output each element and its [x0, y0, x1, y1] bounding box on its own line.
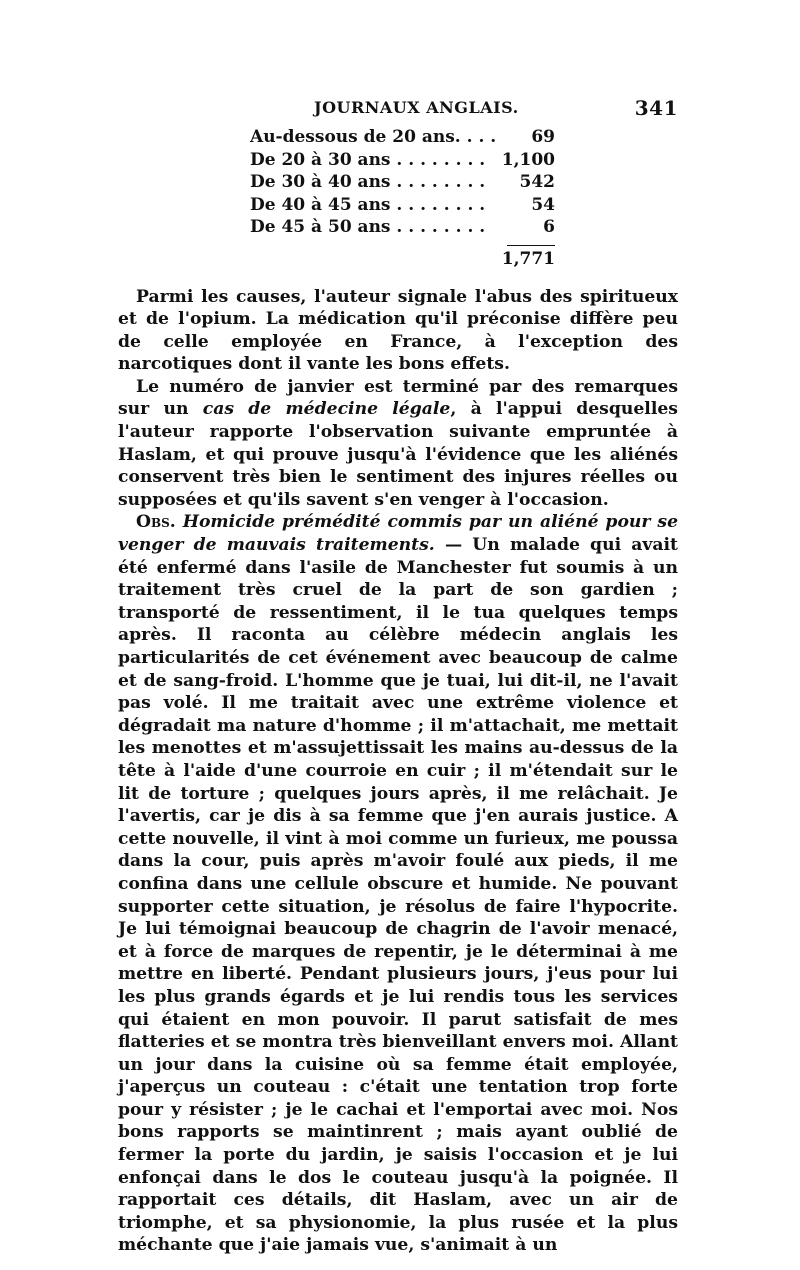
age-distribution-table: [250, 126, 555, 272]
running-title: JOURNAUX ANGLAIS.: [314, 98, 519, 117]
age-range-label: Au-dessous de 20 ans. . . .: [250, 127, 497, 147]
age-range-label: De 40 à 45 ans . . . . . . . .: [250, 194, 486, 215]
age-count: 69: [531, 127, 555, 147]
table-row: [250, 171, 555, 194]
table-row: [250, 194, 555, 217]
paragraph-causes: Parmi les causes, l'auteur signale l'abus des spiritueux et de l'opium. La médication qu'il préconise diffère peu de celle employée en France, à l'exception des narcotiques dont il vante les bons effets.: [118, 286, 678, 375]
age-range-label: De 20 à 30 ans . . . . . . . .: [250, 149, 486, 170]
table-row: [250, 149, 555, 172]
book-page: [118, 92, 678, 1257]
age-count: 542: [519, 172, 555, 192]
table-row: [250, 126, 555, 149]
paragraph-text: , à l'appui desquelles l'auteur rapporte l'observation suivante empruntée à Haslam, et qui prouve jusqu'à l'évidence que les aliénés conservent très bien le sentiment des injures réelles ou supposées et qu'ils savent s'en venger à l'occasion.: [118, 399, 678, 510]
age-range-label: De 30 à 40 ans . . . . . . . .: [250, 172, 486, 192]
page-number: 341: [634, 96, 678, 120]
body-text: [118, 286, 678, 1258]
age-count: 1,100: [501, 149, 555, 170]
paragraph-text: Le numéro de janvier est terminé par des remarques sur un: [118, 376, 678, 420]
paragraph-observation: [118, 511, 678, 1257]
italic-phrase: cas de médecine légale: [202, 399, 451, 420]
table-row: [250, 216, 555, 239]
observation-text: — Un malade qui avait été enfermé dans l'asile de Manchester fut soumis à un traitement très cruel de la part de son gardien ; transporté de ressentiment, il le tua quelques temps après. Il raconta au célèbre médecin anglais les particularités de cet événement avec beaucoup de calme et de sang-froid. L'homme que je tuai, lui dit-il, ne l'avait pas volé. Il me traitait avec une extrême violence et dégradait ma nature d'homme ; il m'attachait, me mettait les menottes et m'assujettissait les mains au-dessus de la tête à l'aide d'une courroie en cuir ; il m'étendait sur le lit de torture ; quelques jours après, il me relâchait. Je l'avertis, car je dis à sa femme que j'en aurais justice. A cette nouvelle, il vint à moi comme un furieux, me poussa dans la cour, puis après m'avoir foulé aux pieds, il me confina dans une cellule obscure et humide. Ne pouvant supporter cette situation, je résolus de faire l'hypocrite. Je lui témoignai beaucoup de chagrin de l'avoir menacé, et à force de marques de repentir, je le déterminai à me mettre en liberté. Pendant plusieurs jours, j'eus pour lui les plus grands égards et je lui rendis tous les services qui étaient en mon pouvoir. Il parut satisfait de mes flatteries et se montra très bienveillant envers moi. Allant un jour dans la cuisine où sa femme était employée, j'aperçus un couteau : c'était une tentation trop forte pour y résister ; je le cachai et l'emportai avec moi. Nos bons rapports se maintinrent ; mais ayant oublié de fermer la porte du jardin, je saisis l'occasion et je lui enfonçai dans le dos le couteau jusqu'à la poignée. Il rapportait ces détails, dit Haslam, avec un air de triomphe, et sa physionomie, la plus rusée et la plus méchante que j'aie jamais vue, s'animait à un: [118, 535, 678, 1256]
observation-title: Homicide prémédité commis par un aliéné pour se venger de mauvais traitements.: [118, 512, 678, 556]
age-range-label: De 45 à 50 ans . . . . . . . .: [250, 217, 486, 237]
observation-label: Obs.: [136, 512, 176, 533]
age-count: 6: [543, 217, 555, 237]
age-count: 54: [531, 194, 555, 215]
table-total: 1,771: [501, 248, 555, 269]
paragraph-legal-case: [118, 376, 678, 512]
running-head: [118, 92, 678, 126]
